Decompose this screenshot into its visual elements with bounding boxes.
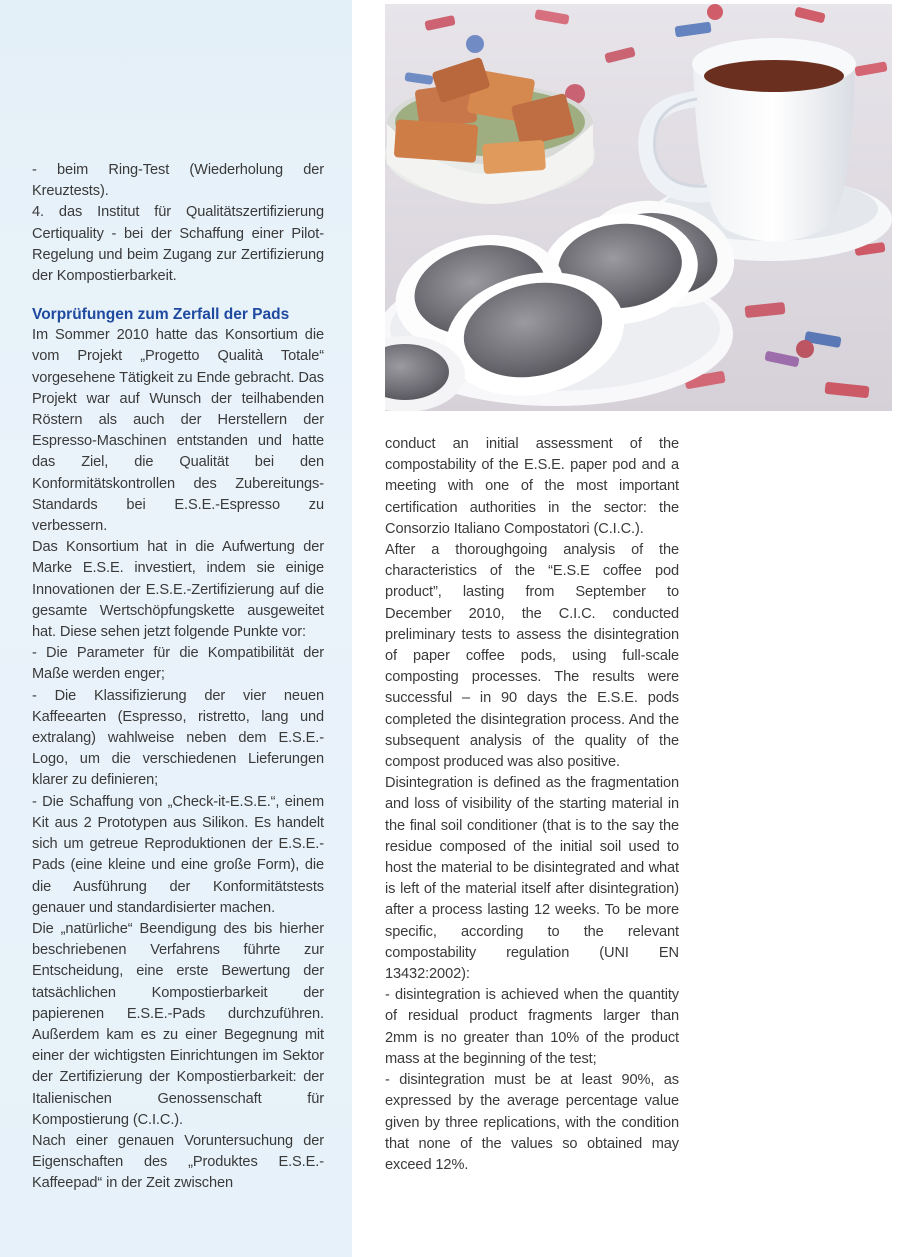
paragraph: Im Sommer 2010 hatte das Konsortium die vom Projekt „Progetto Qualità Totale“ vorgesehene Tätigkeit zu Ende gebracht. Das Projekt war auf Wunsch der teilhabenden Röstern als auch der Herstellern der Espresso-Maschinen entstanden und hatte das Ziel, die Qualität bei den Konformitätskontrollen des Zubereitungs-Standards bei E.S.E.-Espresso zu verbessern. — [32, 327, 324, 535]
section-heading: Vorprüfungen zum Zerfall der Pads — [32, 306, 290, 324]
left-column — [0, 0, 352, 1257]
paragraph: - Die Schaffung von „Check-it-E.S.E.“, einem Kit aus 2 Prototypen aus Silikon. Es handelt sich um getreue Reproduktionen der E.S.E.-Pads (eine kleine und eine große Form), die die Ausführung der Konformitätstests genauer und standardisierter machen. — [32, 793, 324, 916]
paragraph: - Die Klassifizierung der vier neuen Kaffeearten (Espresso, ristretto, lang und extralang) wahlweise neben dem E.S.E.-Logo, um die verschiedenen Lieferungen klarer zu definieren; — [32, 687, 324, 789]
coffee-pods-photo — [385, 4, 892, 411]
paragraph: Disintegration is defined as the fragmentation and loss of visibility of the starting material in the final soil conditioner (that is to the say the residue composed of the initial soil used to host the material to be disintegrated and what is left of the material itself after disintegration) after a process lasting 12 weeks. To be more specific, according to the relevant compostability regulation (UNI EN 13432:2002): — [385, 775, 679, 983]
paragraph: - beim Ring-Test (Wiederholung der Kreuztests). — [32, 162, 324, 200]
paragraph: 4. das Institut für Qualitätszertifizierung Certiquality - bei der Schaffung einer Pilot-Regelung und beim Zugang zur Zertifizierung der Kompostierbarkeit. — [32, 204, 324, 285]
paragraph: - disintegration is achieved when the quantity of residual product fragments larger than 2mm is no greater than 10% of the product mass at the beginning of the test; — [385, 987, 679, 1067]
paragraph: After a thoroughgoing analysis of the characteristics of the “E.S.E coffee pod product”, lasting from September to December 2010, the C.I.C. conducted preliminary tests to assess the disintegration of paper coffee pods, using full-scale composting processes. The results were successful – in 90 days the E.S.E. pods completed the disintegration process. And the subsequent analysis of the quality of the compost produced was also positive. — [385, 542, 679, 771]
paragraph: - Die Parameter für die Kompatibilität der Maße werden enger; — [32, 645, 324, 683]
paragraph: conduct an initial assessment of the compostability of the E.S.E. paper pod and a meeting with one of the most important certification authorities in the sector: the Consorzio Italiano Compostatori (C.I.C.). — [385, 436, 679, 537]
paragraph: Nach einer genauen Voruntersuchung der Eigenschaften des „Produktes E.S.E.-Kaffeepad“ in der Zeit zwischen — [32, 1132, 324, 1192]
paragraph: Das Konsortium hat in die Aufwertung der Marke E.S.E. investiert, indem sie einige Innovationen der E.S.E.-Zertifizierung auf die gesamte Wertschöpfungskette ausgeweitet hat. Diese sehen jetzt folgende Punkte vor: — [32, 539, 324, 641]
left-column-text — [32, 160, 324, 1195]
paragraph: - disintegration must be at least 90%, as expressed by the average percentage value given by three replications, with the condition that none of the values so obtained may exceed 12%. — [385, 1072, 679, 1173]
paragraph: Die „natürliche“ Beendigung des bis hierher beschriebenen Verfahrens führte zur Entscheidung, eine erste Bewertung der tatsächlichen Kompostierbarkeit der papierenen E.S.E.-Pads durchzuführen. Außerdem kam es zu einer Begegnung mit einer der wichtigsten Einrichtungen im Sektor der Zertifizierung der Kompostierbarkeit: der Italienischen Genossenschaft für Kompostierung (C.I.C.). — [32, 920, 324, 1128]
right-column-text — [385, 434, 679, 1176]
